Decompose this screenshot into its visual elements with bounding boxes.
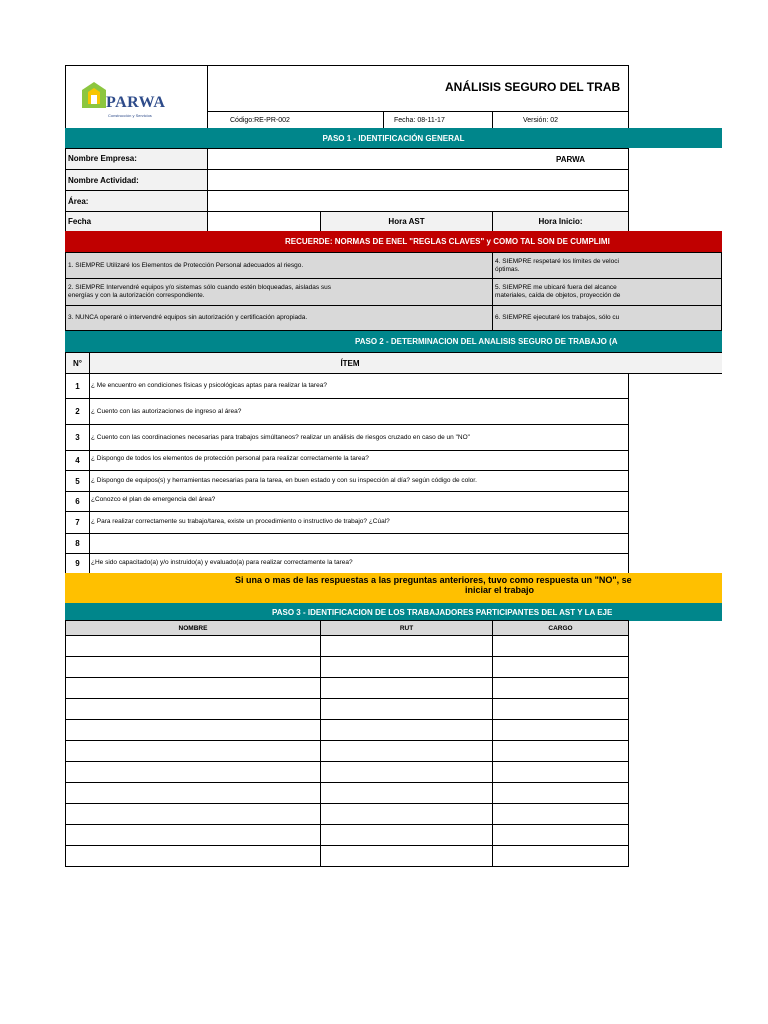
rule-left-3-text: 3. NUNCA operaré o intervendré equipos sin autorización y certificación apropiada. [68, 314, 308, 321]
col-item-header [89, 352, 722, 374]
area-value-cell[interactable] [207, 190, 629, 212]
worker-name-cell[interactable] [65, 740, 321, 762]
item-number: 5 [75, 476, 80, 486]
rule-right-3-text: 6. SIEMPRE ejecutaré los trabajos, sólo cu [495, 314, 620, 321]
worker-name-cell[interactable] [65, 782, 321, 804]
item-row-7-n [65, 511, 90, 534]
warning-line-1: Si una o mas de las respuestas a las preguntas anteriores, tuvo como respuesta un "NO", se [235, 575, 632, 585]
item-text: ¿ Para realizar correctamente su trabajo/tarea, existe un procedimiento o instructivo de trabajo? ¿Cúal? [91, 518, 390, 525]
rule-right-1-text: 4. SIEMPRE respetaré los límites de veloci óptimas. [495, 257, 619, 273]
doc-version: Versión: 02 [523, 116, 559, 124]
warning-banner [65, 573, 722, 603]
item-number: 3 [75, 433, 80, 442]
item-row-9 [89, 553, 629, 574]
fecha-value-cell[interactable] [207, 211, 321, 232]
item-row-1 [89, 373, 629, 399]
worker-rut-cell[interactable] [320, 782, 493, 804]
hora-inicio-label: Hora Inicio: [538, 217, 583, 226]
warning-line-2: iniciar el trabajo [465, 585, 535, 595]
rule-left-2 [65, 278, 493, 306]
worker-name-cell[interactable] [65, 803, 321, 825]
worker-rut-cell[interactable] [320, 740, 493, 762]
empresa-label-cell [65, 148, 208, 170]
area-label: Área: [68, 196, 89, 206]
item-text: ¿ Dispongo de todos los elementos de protección personal para realizar correctamente la tarea? [91, 455, 369, 462]
worker-cargo-cell[interactable] [492, 656, 629, 678]
empresa-value-cell[interactable] [207, 148, 629, 170]
rule-left-1-text: 1. SIEMPRE Utilizaré los Elementos de Protección Personal adecuados al riesgo. [68, 261, 304, 269]
hora-ast-label-cell [320, 211, 493, 232]
item-number: 8 [75, 539, 80, 548]
worker-cargo-cell[interactable] [492, 782, 629, 804]
fecha-label-cell [65, 211, 208, 232]
item-text: ¿ Me encuentro en condiciones físicas y psicológicas aptas para realizar la tarea? [91, 382, 327, 389]
doc-code: Código:RE-PR-002 [230, 116, 290, 124]
worker-cargo-cell[interactable] [492, 845, 629, 867]
item-row-7 [89, 511, 629, 534]
item-text: ¿Conozco el plan de emergencia del área? [91, 496, 216, 503]
worker-rut-cell[interactable] [320, 761, 493, 783]
rule-right-2-text: 5. SIEMPRE me ubicaré fuera del alcance materiales, caída de objetos, proyección de [495, 284, 621, 299]
recuerde-title: RECUERDE: NORMAS DE ENEL "REGLAS CLAVES" y COMO TAL SON DE CUMPLIMI [285, 237, 610, 246]
worker-rut-cell[interactable] [320, 803, 493, 825]
page-title: ANÁLISIS SEGURO DEL TRAB [445, 80, 621, 94]
logo-cell [65, 65, 208, 130]
col-cargo-header [492, 620, 629, 636]
item-text: ¿He sido capacitado(a) y/o instruido(a) y evaluado(a) para realizar correctamente la tarea? [91, 559, 353, 566]
worker-name-cell[interactable] [65, 635, 321, 657]
empresa-label: Nombre Empresa: [68, 154, 137, 163]
worker-rut-cell[interactable] [320, 635, 493, 657]
worker-name-cell[interactable] [65, 719, 321, 741]
worker-cargo-cell[interactable] [492, 761, 629, 783]
rule-left-3 [65, 305, 493, 331]
rule-left-2-text: 2. SIEMPRE Intervendré equipos y/o sistemas sólo cuando estén bloqueadas, aisladas sus energías y con la autorización correspondiente. [68, 284, 332, 299]
parwa-logo [78, 76, 178, 122]
item-row-6-n [65, 491, 90, 512]
worker-name-cell[interactable] [65, 698, 321, 720]
rule-right-2 [492, 278, 722, 306]
item-row-8 [89, 533, 629, 554]
actividad-value-cell[interactable] [207, 169, 629, 191]
item-row-1-n [65, 373, 90, 399]
worker-cargo-cell[interactable] [492, 824, 629, 846]
worker-name-cell[interactable] [65, 845, 321, 867]
fecha-label: Fecha [68, 217, 92, 226]
item-text: ¿ Cuento con las coordinaciones necesarias para trabajos simúltaneos? realizar un análisis de riesgos cruzado en caso de un "NO" [91, 433, 470, 441]
rule-right-3 [492, 305, 722, 331]
actividad-label-cell [65, 169, 208, 191]
item-number: 2 [75, 407, 80, 416]
area-label-cell [65, 190, 208, 212]
col-nombre-header [65, 620, 321, 636]
paso3-title: PASO 3 - IDENTIFICACION DE LOS TRABAJADORES PARTICIPANTES DEL AST Y LA EJE [272, 607, 613, 617]
item-row-2-n [65, 398, 90, 425]
paso1-title: PASO 1 - IDENTIFICACIÓN GENERAL [322, 133, 465, 143]
rule-right-1 [492, 252, 722, 279]
worker-rut-cell[interactable] [320, 824, 493, 846]
item-row-4-n [65, 450, 90, 471]
paso1-title-bar [65, 128, 722, 148]
item-row-5-n [65, 470, 90, 492]
item-row-3-n [65, 424, 90, 451]
col-rut-header [320, 620, 493, 636]
item-number: 9 [75, 559, 80, 568]
doc-date: Fecha: 08-11-17 [394, 116, 445, 124]
worker-rut-cell[interactable] [320, 845, 493, 867]
worker-cargo-cell[interactable] [492, 698, 629, 720]
paso2-title-bar [65, 331, 722, 352]
worker-cargo-cell[interactable] [492, 740, 629, 762]
item-row-4 [89, 450, 629, 471]
empresa-value: PARWA [556, 154, 586, 164]
hora-ast-label: Hora AST [388, 217, 425, 226]
actividad-label: Nombre Actividad: [68, 175, 139, 185]
col-rut-label: RUT [399, 624, 414, 632]
logo-text: PARWA [106, 94, 166, 111]
worker-rut-cell[interactable] [320, 656, 493, 678]
item-text: ¿ Cuento con las autorizaciones de ingreso al área? [91, 407, 242, 415]
worker-cargo-cell[interactable] [492, 719, 629, 741]
item-row-2 [89, 398, 629, 425]
worker-name-cell[interactable] [65, 677, 321, 699]
col-n-label: N° [73, 358, 82, 368]
item-number: 7 [75, 518, 80, 527]
rule-left-1 [65, 252, 493, 279]
item-row-8-n [65, 533, 90, 554]
item-row-9-n [65, 553, 90, 574]
hora-inicio-label-cell [492, 211, 629, 232]
col-nombre-label: NOMBRE [178, 624, 208, 632]
item-text: ¿ Dispongo de equipos(s) y herramientas necesarias para la tarea, en buen estado y con su inspección al día? según código de color. [91, 477, 477, 484]
col-cargo-label: CARGO [548, 624, 573, 632]
worker-rut-cell[interactable] [320, 698, 493, 720]
item-number: 4 [75, 456, 80, 465]
worker-name-cell[interactable] [65, 656, 321, 678]
item-number: 1 [75, 381, 80, 391]
worker-name-cell[interactable] [65, 824, 321, 846]
logo-subtext: Construcción y Servicios [108, 113, 152, 118]
recuerde-title-bar [65, 231, 722, 252]
paso2-title: PASO 2 - DETERMINACION DEL ANALISIS SEGURO DE TRABAJO (A [355, 337, 618, 346]
worker-name-cell[interactable] [65, 761, 321, 783]
paso3-title-bar [65, 603, 722, 621]
item-row-5 [89, 470, 629, 492]
worker-cargo-cell[interactable] [492, 803, 629, 825]
col-n-header [65, 352, 90, 374]
item-row-6 [89, 491, 629, 512]
worker-cargo-cell[interactable] [492, 635, 629, 657]
worker-cargo-cell[interactable] [492, 677, 629, 699]
worker-rut-cell[interactable] [320, 719, 493, 741]
worker-rut-cell[interactable] [320, 677, 493, 699]
item-number: 6 [75, 497, 80, 506]
col-item-label: ÍTEM [340, 358, 360, 368]
item-row-3 [89, 424, 629, 451]
